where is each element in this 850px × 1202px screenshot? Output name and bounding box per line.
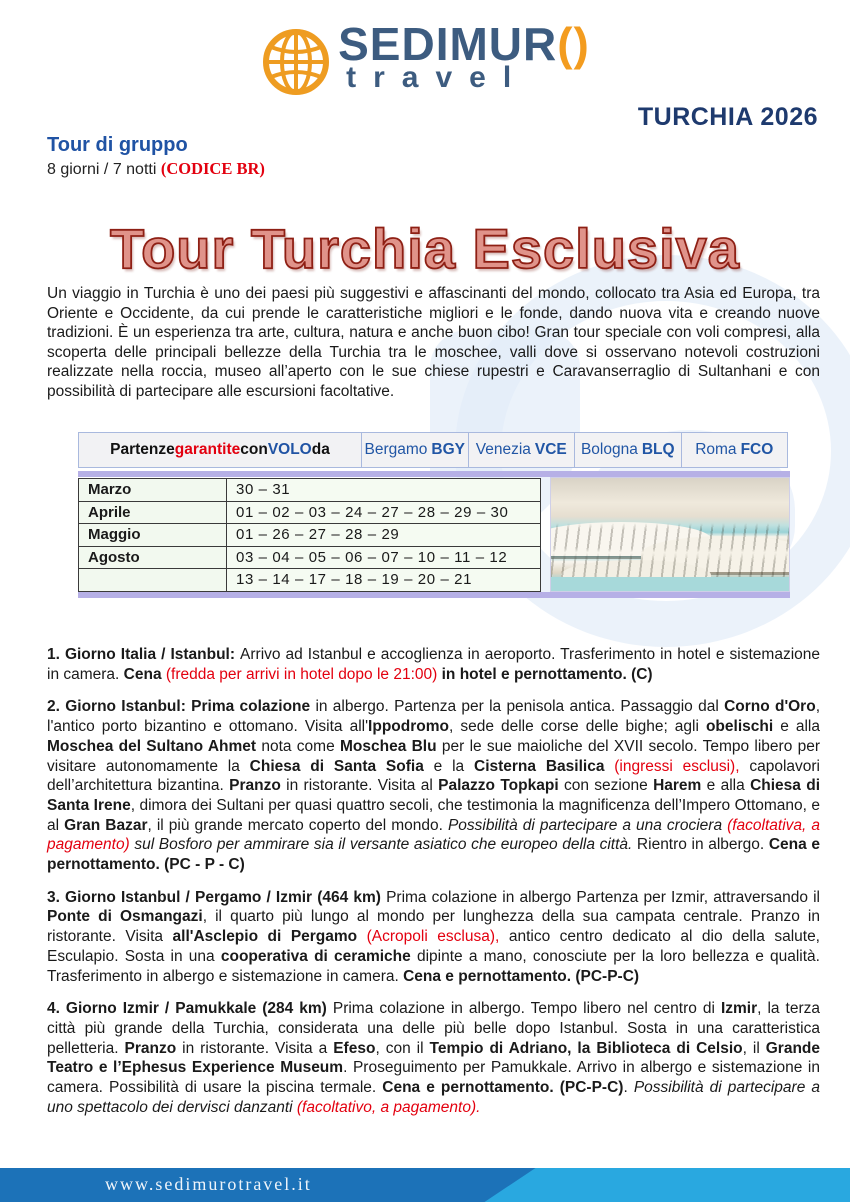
text-run: Prima colazione in albergo Partenza per Izmir, attraversando il (386, 888, 820, 906)
text-run: in albergo. Partenza per la penisola antica. Passaggio dal (310, 698, 725, 716)
text-run: 4. Giorno Izmir / Pamukkale (284 km) (47, 1000, 333, 1018)
itinerary-section (47, 645, 820, 1130)
tour-code: (CODICE BR) (160, 159, 265, 178)
airport-cell-roma (681, 433, 788, 467)
text-run: sul Bosforo per ammirare sia il versante asiatico che europeo della città. (129, 836, 633, 854)
text-run: in ristorante. Visita a (176, 1039, 334, 1057)
text-run: 2. Giorno Istanbul: Prima colazione (47, 698, 311, 716)
tour-type-heading: Tour di gruppo (47, 134, 188, 156)
table-row (79, 546, 541, 569)
text-run: all'Asclepio di Pergamo (172, 928, 367, 946)
text-run: Cisterna Basilica (474, 757, 615, 775)
text-run: garantite (174, 441, 241, 458)
dates-cell: 01 – 02 – 03 – 24 – 27 – 28 – 29 – 30 (227, 501, 541, 524)
departures-label (79, 433, 361, 467)
text-run: Harem (653, 777, 702, 795)
text-run: Ippodromo (368, 718, 449, 736)
airport-code: BLQ (641, 441, 675, 458)
itinerary-day-4 (47, 999, 820, 1117)
itinerary-day-2 (47, 697, 820, 874)
text-run: e alla (773, 718, 820, 736)
itinerary-day-3 (47, 888, 820, 987)
text-run: (Acropoli esclusa), (366, 928, 500, 946)
text-run: VOLO (267, 441, 312, 458)
table-row (79, 501, 541, 524)
brand-parentheses: () (557, 18, 590, 70)
airport-code: BGY (431, 441, 465, 458)
text-run: dipinte a mano, conosciute per la loro bellezza e qualità. Trasferimento in albergo e sistemazione in camera. (47, 947, 820, 985)
text-run: Efeso (333, 1039, 376, 1057)
text-run: Pranzo (124, 1039, 177, 1057)
globe-icon (260, 26, 332, 98)
text-run: , la terza città più grande della Turchia, considerata una delle più belle dopo Istanbul. Sosta in una caratteristica pelletteria. (47, 1000, 821, 1057)
text-run: 3. Giorno Istanbul / Pergamo / Izmir (464 km) (47, 888, 387, 906)
text-run: Cena (123, 665, 166, 683)
airport-city: Bergamo (364, 441, 428, 458)
text-run: Palazzo Topkapi (438, 777, 559, 795)
tour-duration (47, 159, 265, 179)
text-run: obelischi (705, 718, 774, 736)
duration-text: 8 giorni / 7 notti (47, 161, 161, 178)
text-run: Chiesa di Santa Sofia (249, 757, 424, 775)
text-run: . Proseguimento per Pamukkale. Arrivo in albergo e sistemazione in camera. Possibilità di usare la piscina termale. (47, 1059, 820, 1097)
text-run: con sezione (558, 777, 654, 795)
text-run: Arrivo ad Istanbul e accoglienza in aeroporto. Trasferimento in hotel e sistemazione in camera. (47, 646, 820, 683)
footer-band (0, 1168, 850, 1202)
airport-code: VCE (534, 441, 567, 458)
airport-city: Roma (695, 441, 737, 458)
dates-cell: 01 – 26 – 27 – 28 – 29 (227, 524, 541, 547)
text-run: Possibilità di partecipare a una crociera (447, 816, 728, 834)
itinerary-day-1 (47, 645, 820, 684)
text-run: Corno d'Oro (724, 698, 816, 716)
text-run: Prima colazione in albergo. Tempo libero nel centro di (332, 1000, 721, 1018)
table-row (79, 569, 541, 592)
departures-table (78, 432, 788, 468)
text-run: 1. Giorno Italia / Istanbul: (47, 646, 241, 663)
month-cell: Aprile (79, 501, 227, 524)
website-link[interactable]: www.sedimurotravel.it (105, 1174, 312, 1194)
text-run: Partenze (110, 441, 175, 458)
thermal-pool-shape (551, 577, 789, 591)
text-run: , sede delle corse delle bighe; agli (448, 718, 706, 736)
brand-logo (0, 18, 850, 98)
text-run: Izmir (720, 1000, 758, 1018)
text-run: da (311, 441, 330, 458)
text-run: Cena e pernottamento. (PC - P - C) (47, 836, 820, 874)
dates-cell: 13 – 14 – 17 – 18 – 19 – 20 – 21 (227, 569, 541, 592)
text-run: , il (742, 1039, 766, 1057)
text-run: per le sue maioliche del XVII secolo. Tempo libero per visitare autonomamente la (47, 737, 821, 775)
airport-city: Venezia (475, 441, 531, 458)
table-row (79, 479, 541, 502)
text-run: antico centro dedicato al dio della salute, Esculapio. Sosta in una (47, 928, 820, 965)
airport-city: Bologna (580, 441, 638, 458)
airport-cell-venezia (468, 433, 575, 467)
text-run: Possibilità di partecipare a uno spettacolo dei dervisci danzanti (47, 1079, 820, 1116)
month-cell: Maggio (79, 524, 227, 547)
departure-dates-table (78, 478, 541, 592)
brand-sub-name: travel (346, 61, 529, 94)
main-title: Tour Turchia Esclusiva (110, 217, 740, 280)
text-run: in hotel e pernottamento. (C) (437, 665, 653, 683)
airport-code: FCO (740, 441, 774, 458)
text-run: capolavori dell’architettura bizantina. (47, 757, 820, 795)
text-run: e alla (701, 777, 751, 795)
month-cell (79, 569, 227, 592)
text-run: Ponte di Osmangazi (47, 908, 203, 926)
text-run: , dimora dei Sultani per quasi quattro secoli, che testimonia la magnificenza dell’Impero Ottomano, e al (47, 796, 821, 834)
text-run: Cena e pernottamento. (PC-P-C) (382, 1079, 624, 1097)
text-run: Cena e pernottamento. (PC-P-C) (403, 967, 640, 985)
pamukkale-photo (550, 477, 790, 592)
text-run: Grande Teatro e l’Ephesus Experience Museum (47, 1039, 820, 1077)
intro-paragraph: Un viaggio in Turchia è uno dei paesi più suggestivi e affascinanti del mondo, collocato tra Asia ed Europa, tra Oriente e Occidente, da cui prende le caratteristiche migliori e le fonde, dando nuova vita e creando nuove tradizioni. È un esperienza tra arte, cultura, natura e anche buon cibo! Gran tour speciale con voli compresi, alla scoperta delle principali bellezze della Turchia tra le moschee, valli dove si osservano notevoli costruzioni realizzate nella roccia, museo all’aperto con le sue chiese rupestri e Caravanserraglio di Sultanhani e con possibilità di partecipare alle escursioni facoltative. (47, 285, 820, 400)
text-run: (ingressi esclusi), (614, 757, 740, 775)
table-row (79, 524, 541, 547)
airport-cell-bologna (574, 433, 681, 467)
text-run: Moschea Blu (340, 737, 437, 755)
text-run: nota come (256, 737, 340, 755)
dates-cell: 30 – 31 (227, 479, 541, 502)
text-run: Moschea del Sultano Ahmet (47, 737, 257, 755)
text-run: cooperativa di ceramiche (220, 947, 411, 965)
text-run: (facoltativo, a pagamento). (296, 1098, 481, 1116)
brand-name: SEDIMUR() (338, 18, 590, 70)
page-title-year: TURCHIA 2026 (637, 103, 818, 131)
text-run: e la (423, 757, 474, 775)
divider-bar-bottom (78, 592, 790, 598)
dates-cell: 03 – 04 – 05 – 06 – 07 – 10 – 11 – 12 (227, 546, 541, 569)
text-run: con (240, 441, 268, 458)
text-run: , il quarto più lungo al mondo per lunghezza della sua campata centrale. Pranzo in ristorante. Visita (47, 908, 820, 946)
text-run: Chiesa di Santa Irene (47, 777, 820, 814)
text-run: Rientro in albergo. (632, 836, 769, 854)
text-run: , il più grande mercato coperto del mondo. (147, 816, 448, 834)
text-run: Tempio di Adriano, la Biblioteca di Celsio (429, 1039, 743, 1057)
text-run: . (623, 1079, 634, 1097)
month-cell: Marzo (79, 479, 227, 502)
text-run: , l'antico porto bizantino e ottomano. Visita all' (47, 698, 820, 736)
text-run: (fredda per arrivi in hotel dopo le 21:00) (165, 665, 438, 683)
month-cell: Agosto (79, 546, 227, 569)
airport-cell-bergamo (361, 433, 468, 467)
text-run: in ristorante. Visita al (280, 777, 439, 795)
text-run: , con il (375, 1039, 430, 1057)
terrace-texture (551, 478, 789, 591)
text-run: (facoltativa, a pagamento) (47, 816, 820, 854)
text-run: Gran Bazar (64, 816, 148, 834)
text-run: Pranzo (229, 777, 281, 795)
